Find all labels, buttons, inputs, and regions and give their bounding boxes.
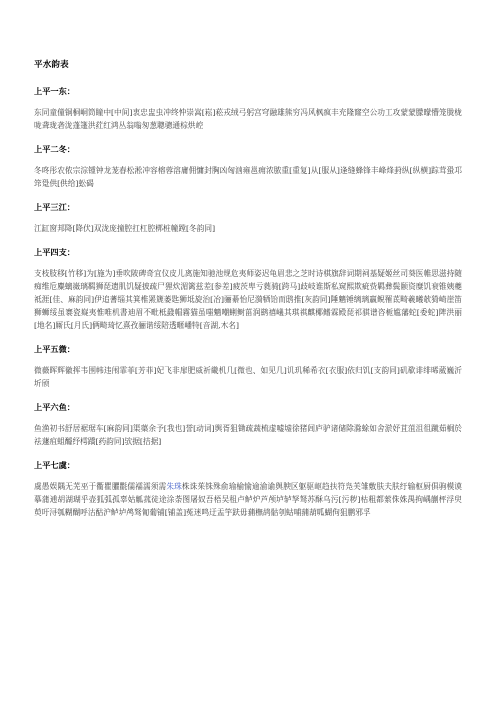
section-4-zhi (34, 247, 462, 332)
document-title: 平水韵表 (34, 60, 69, 70)
section-text: 冬咚彤农侬宗淙锺钟龙茏舂松淞冲容榕蓉溶庸佣慵封胸凶匈汹雍邕痈浓脓重[重复]从[服从]逢缝蜂锋丰峰烽葑纵[纵横]踪茸蛩邛筇跫供[供给]蚣碣 (34, 166, 462, 188)
section-3-jiang (34, 202, 462, 235)
section-text: 东同童僮铜桐峒筒瞳中[中间]衷忠盅虫冲终忡崇嵩[崧]菘戎绒弓躬宫穹融雄熊穷冯风枫疯丰充隆窿空公功工攻蒙蒙朦曚懵笼胧栊咙聋珑砻泷蓬篷洪荭红鸿丛翁嗡匆葱聰骢通棕烘崆 (34, 108, 462, 130)
text-run: 株诛茱铢殊俞瑜榆愉逾渝谕舆腴区躯驱岖趋扶符凫芙雏敷肤夫肤纡输枢厨俱驹模谟摹蒲逋胡湖瑚乎壶狐弧孤辜姑觚菰徒途涂荼图屠奴吾梧吴租卢鲈炉芦颅垆轳孥驽苏酥乌污[污秽]枯粗都萦侏姝禺拘嵎蒯枰浮臾萸吁浔瓠糊醐呼沽酤沪鲈垆鸬驽匍葡铺[铺盖]菟迷鸣迂盂竽趺毋蒱橅鸪骷刳蛄哺蒱葫呱蝴佝狙鹏邪孚 (34, 482, 462, 517)
section-heading: 上平四支： (34, 247, 75, 257)
section-2-dong2 (34, 144, 462, 190)
text-run: 虞愚娱隅无芜巫于衢瞿臞氍儒襦濡须需 (34, 482, 167, 491)
section-5-wei (34, 344, 462, 390)
section-7-yu2 (34, 460, 462, 519)
section-text: 江缸窗邦降[降伏]双泷庞撞腔扛杠腔梆桩幢蹚[冬韵同] (34, 224, 216, 233)
section-heading: 上平三江： (34, 202, 75, 212)
section-heading: 上平七虞： (34, 460, 75, 470)
section-heading: 上平一东： (34, 86, 75, 96)
section-heading: 上平二冬： (34, 144, 75, 154)
section-text: 鱼渔初书舒居裾琚车[麻韵同]渠蕖余予[我也]誉[动词]舆胥狙锄疏蔬梳虚嘘墟徐猪闾庐驴诸储除滁蜍如舍淤妤苴菹沮徂蹴茹榈於祛蘧疽蛆醵纾樗蹻[药韵同]欤据[拮据] (34, 424, 462, 446)
section-text: 微薇晖辉徽挥韦围帏违闱霏菲[芳菲]妃飞非扉肥威祈畿机几[微也、如见几]讥玑稀希衣[衣服]依归饥[支韵同]矶欷诽绯晞葳巍沂圻颀 (34, 366, 462, 388)
section-6-yu (34, 402, 462, 448)
highlighted-link[interactable]: 朱珠 (166, 482, 182, 491)
section-text: 支枝肢移[竹移]为[施为]垂吹陂碑奇宜仪皮儿离施知驰池规危夷师姿迟龟眉悲之芝时诗棋旗辞词期祠基疑姬丝司葵医帷思滋持随痴维卮麋螭嶶璃羁狮琵遗肌饥疑披疏尸狸炊湄篱兹差[参差]疲茨卑亏蕤骑[跨马]歧岐谁斯私窥熙欺疵赀羁彝鬓颐资糜饥衰锥姨夔祗涯[佳、麻韵同]伊追蓍缁其箕椎罴篪萎匙狮坻旋治[冶]骊綦怡尼漪牺饴而鸱推[灰韵同]陲魑锤缡璃羸鲵罹茋畸羲曦欹猗崎崖笛狮蛳绥虽褰瓷嶷夷惟唯机書迪眉不毗柢鼗帽霧猫虽嗤魑嘲蜊鲥菑润鹚禧嶬其琪祺麒椰鳍霖殿琵祁骐谱咨栀尴藩蛇[委蛇]陴洪丽[地名]厮氏[月氏]俩畸琦忆熹孜骊谐绥陪透暱嶓特[音湖,木名] (34, 269, 462, 330)
section-1-dong (34, 86, 462, 132)
section-heading: 上平五微： (34, 344, 75, 354)
section-text (34, 480, 462, 519)
section-heading: 上平六鱼： (34, 402, 75, 412)
